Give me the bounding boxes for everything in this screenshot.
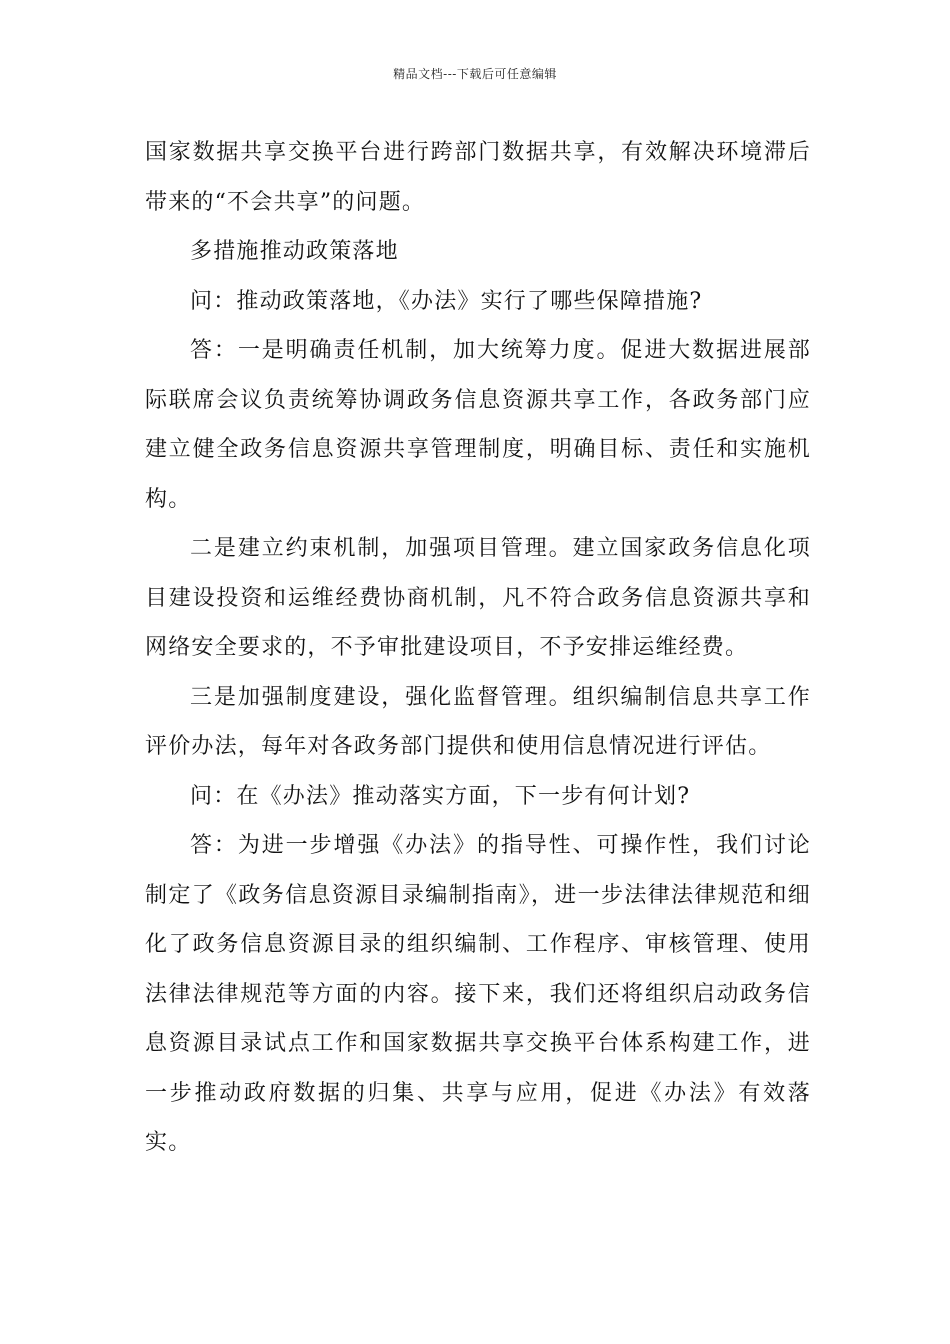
answer-paragraph: 答：为进一步增强《办法》的指导性、可操作性，我们讨论制定了《政务信息资源目录编制指南》，进一步法律法律规范和细化了政务信息资源目录的组织编制、工作程序、审核管理、使用法律法律规范等方面的内容。接下来，我们还将组织启动政务信息资源目录试点工作和国家数据共享交换平台体系构建工作，进一步推动政府数据的归集、共享与应用，促进《办法》有效落实。 (145, 833, 811, 1155)
document-body (145, 128, 811, 1168)
question-paragraph: 问：推动政策落地，《办法》实行了哪些保障措施? (190, 288, 703, 314)
page-header: 精品文档---下载后可任意编辑 (393, 67, 557, 81)
answer-paragraph: 答：一是明确责任机制，加大统筹力度。促进大数据进展部际联席会议负责统筹协调政务信息资源共享工作，各政务部门应建立健全政务信息资源共享管理制度，明确目标、责任和实施机构。 (145, 338, 811, 512)
answer-paragraph: 二是建立约束机制，加强项目管理。建立国家政务信息化项目建设投资和运维经费协商机制，凡不符合政务信息资源共享和网络安全要求的，不予审批建设项目，不予安排运维经费。 (145, 536, 811, 660)
paragraph-continuation: 国家数据共享交换平台进行跨部门数据共享，有效解决环境滞后带来的“不会共享”的问题。 (145, 140, 811, 215)
answer-paragraph: 三是加强制度建设，强化监督管理。组织编制信息共享工作评价办法，每年对各政务部门提供和使用信息情况进行评估。 (145, 684, 811, 759)
section-heading: 多措施推动政策落地 (190, 239, 399, 264)
question-paragraph: 问：在《办法》推动落实方面，下一步有何计划? (190, 783, 691, 809)
